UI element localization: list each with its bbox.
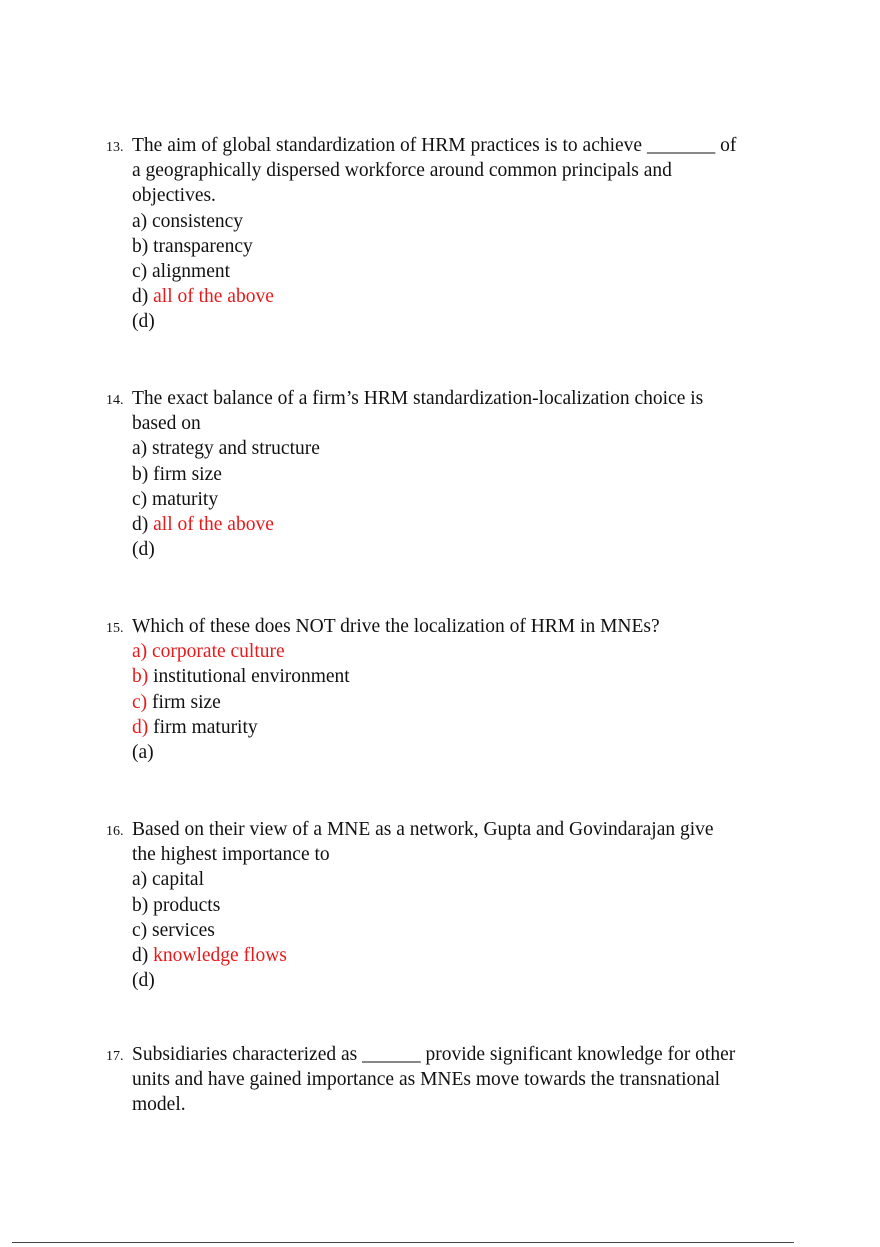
- option-b: b) products: [132, 894, 221, 916]
- question-number: 15.: [106, 621, 124, 636]
- question-text-line: Which of these does NOT drive the localization of HRM in MNEs?: [132, 616, 660, 637]
- option-b: b) firm size: [132, 463, 222, 485]
- option-a: a) consistency: [132, 210, 244, 232]
- question-15: [106, 614, 796, 765]
- option-d: d) all of the above: [132, 286, 274, 308]
- question-text-line: The aim of global standardization of HRM practices is to achieve _______ of: [132, 135, 737, 156]
- question-number: 13.: [106, 140, 124, 155]
- option-d: d) all of the above: [132, 514, 274, 536]
- question-13: [106, 133, 796, 335]
- correct-answer-highlight: corporate culture: [152, 641, 285, 663]
- question-text-line: based on: [132, 413, 201, 435]
- correct-answer-highlight: all of the above: [153, 286, 274, 308]
- option-a: a) corporate culture: [132, 641, 285, 663]
- question-text-line: objectives.: [132, 185, 216, 207]
- option-d: d) knowledge flows: [132, 945, 287, 967]
- answer-key: (d): [132, 970, 155, 992]
- option-b: b) institutional environment: [132, 666, 350, 688]
- answer-key: (d): [132, 311, 155, 333]
- option-c: c) firm size: [132, 691, 221, 713]
- question-17: [106, 1042, 796, 1118]
- option-d: d) firm maturity: [132, 716, 258, 738]
- option-c: c) alignment: [132, 261, 231, 283]
- option-b: b) transparency: [132, 235, 253, 257]
- question-number: 16.: [106, 824, 124, 839]
- question-14: [106, 386, 796, 562]
- correct-answer-highlight: knowledge flows: [153, 945, 287, 967]
- question-text-line: Based on their view of a MNE as a network, Gupta and Govindarajan give: [132, 819, 714, 840]
- question-text-line: a geographically dispersed workforce around common principals and: [132, 160, 672, 182]
- question-text-line: model.: [132, 1094, 186, 1116]
- question-16: [106, 817, 796, 993]
- answer-key: (d): [132, 539, 155, 561]
- question-number: 14.: [106, 393, 124, 408]
- question-text-line: The exact balance of a firm’s HRM standardization-localization choice is: [132, 388, 704, 409]
- question-text-line: Subsidiaries characterized as ______ provide significant knowledge for other: [132, 1044, 736, 1065]
- question-text-line: units and have gained importance as MNEs move towards the transnational: [132, 1069, 721, 1091]
- answer-key: (a): [132, 742, 154, 764]
- footer-divider: [12, 1242, 794, 1243]
- question-number: 17.: [106, 1049, 124, 1064]
- option-a: a) capital: [132, 869, 204, 891]
- question-text-line: the highest importance to: [132, 844, 330, 866]
- option-c: c) services: [132, 919, 215, 941]
- option-a: a) strategy and structure: [132, 438, 320, 460]
- option-c: c) maturity: [132, 488, 219, 510]
- correct-answer-highlight: all of the above: [153, 514, 274, 536]
